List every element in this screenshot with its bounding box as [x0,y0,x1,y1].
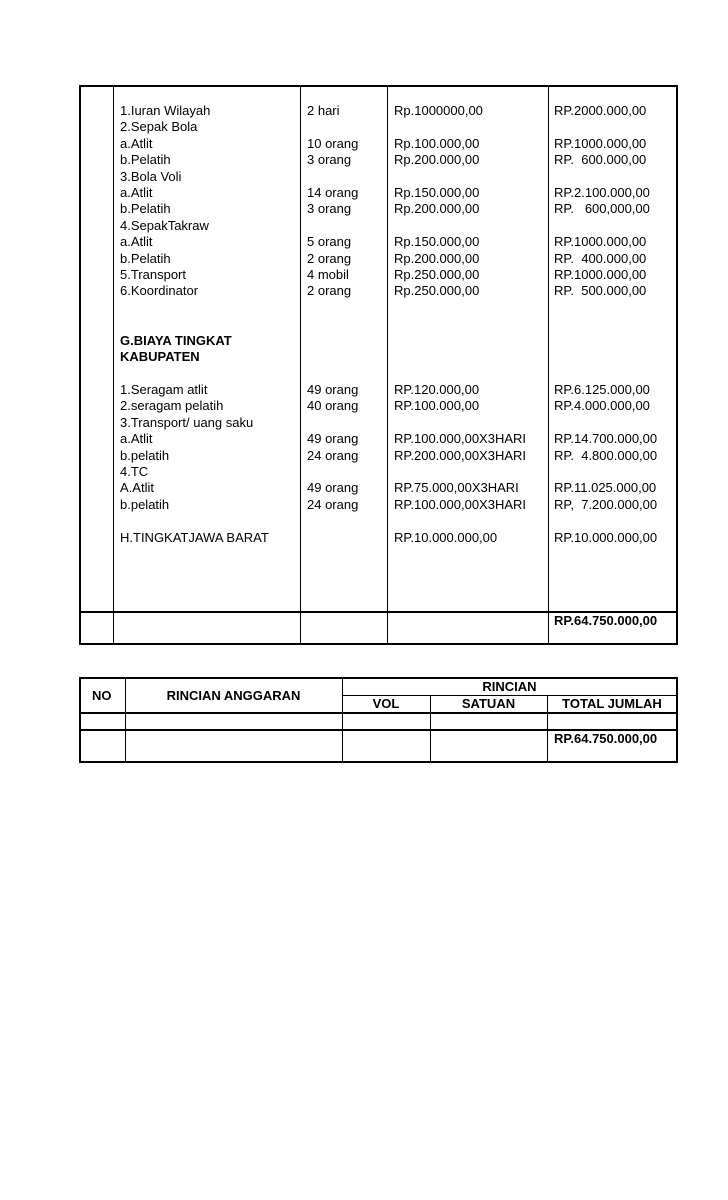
table-border-top [79,85,677,87]
table-border-bottom [79,761,677,763]
row-volume: 14 orang [307,185,359,200]
row-description: b.Pelatih [120,250,171,266]
row-volume: 49 orang [307,382,359,397]
header-total-jumlah: TOTAL JUMLAH [562,696,662,711]
header-rincian-anggaran: RINCIAN ANGGARAN [166,688,301,703]
table-border-left [79,85,81,645]
row-total: RP. 600.000,00 [554,152,647,168]
row-total: RP. 500.000,00 [554,283,647,299]
table-border-right [676,85,678,645]
row-volume: 5 orang [307,234,352,250]
row-description: 2.Sepak Bola [120,119,198,135]
table-border-left [79,677,81,763]
row-unit-price: RP.75.000,00X3HARI [394,480,519,496]
header-bottom-border [79,712,677,714]
row-unit-price: Rp.250.000,00 [394,267,480,282]
row-unit-price: Rp.150.000,00 [394,234,480,250]
row-unit-price: RP.120.000,00 [394,382,480,397]
column-divider [548,85,549,645]
row-description: 3.Transport/ uang saku [120,414,254,430]
row-volume: 49 orang [307,431,359,447]
row-unit-price: Rp.200.000,00 [394,152,480,168]
row-volume: 2 orang [307,283,352,299]
row-description: b.pelatih [120,447,170,463]
row-description: 1.Seragam atlit [120,382,208,397]
row-description: 4.SepakTakraw [120,217,209,233]
row-total: RP.14.700.000,00 [554,431,658,447]
row-unit-price: Rp.250.000,00 [394,283,480,299]
row-volume: 24 orang [307,447,359,463]
row-total: RP.1000.000,00 [554,267,647,282]
row-description: A.Atlit [120,480,154,496]
row-description: 1.Iuran Wilayah [120,103,211,118]
header-no: NO [92,688,112,703]
row-total: RP. 400.000,00 [554,250,647,266]
row-total: RP.6.125.000,00 [554,382,650,397]
section-title: G.BIAYA TINGKAT [120,333,232,348]
row-unit-price: Rp.100.000,00 [394,135,480,151]
row-h-description: H.TINGKATJAWA BARAT [120,530,269,545]
row-unit-price: RP.100.000,00X3HARI [394,431,527,447]
summary-total: RP.64.750.000,00 [554,731,658,746]
row-total: RP, 7.200.000,00 [554,496,658,512]
column-divider [113,85,114,645]
row-unit-price: RP.100.000,00X3HARI [394,496,527,512]
row-total: RP.1000.000,00 [554,135,647,151]
row-total: RP.4.000.000,00 [554,398,650,414]
row-description: 5.Transport [120,267,186,282]
row-volume: 24 orang [307,496,359,512]
grand-total: RP.64.750.000,00 [554,613,658,628]
row-volume: 2 orang [307,250,352,266]
row-description: 6.Koordinator [120,283,199,299]
row-description: a.Atlit [120,135,153,151]
row-total: RP. 600,000,00 [554,201,650,217]
row-unit-price: RP.100.000,00 [394,398,480,414]
row-h-total: RP.10.000.000,00 [554,530,658,545]
row-unit-price: Rp.1000000,00 [394,103,483,118]
row-total: RP.2.100.000,00 [554,185,650,200]
row-description: 3.Bola Voli [120,168,182,184]
row-description: a.Atlit [120,234,153,250]
row-total: RP.1000.000,00 [554,234,647,250]
row-total: RP.11.025.000,00 [554,480,657,496]
section-title: KABUPATEN [120,349,200,364]
row-h-satuan: RP.10.000.000,00 [394,530,498,545]
row-description: b.Pelatih [120,201,171,217]
table-border-bottom [79,643,677,645]
row-volume: 2 hari [307,103,340,118]
row-total: RP. 4.800.000,00 [554,447,658,463]
header-rincian: RINCIAN [482,679,537,694]
header-vol: VOL [372,696,400,711]
row-description: b.Pelatih [120,152,171,168]
row-description: b.pelatih [120,496,170,512]
row-total: RP.2000.000,00 [554,103,647,118]
row-volume: 40 orang [307,398,359,414]
column-divider [387,85,388,645]
row-volume: 3 orang [307,201,352,217]
row-description: 4.TC [120,464,149,479]
row-description: a.Atlit [120,185,153,200]
row-unit-price: Rp.200.000,00 [394,250,480,266]
row-volume: 3 orang [307,152,352,168]
row-unit-price: RP.200.000,00X3HARI [394,447,527,463]
row-volume: 10 orang [307,135,359,151]
header-satuan: SATUAN [461,696,516,711]
row-description: a.Atlit [120,431,153,447]
row-unit-price: Rp.150.000,00 [394,185,480,200]
row-unit-price: Rp.200.000,00 [394,201,480,217]
row-volume: 4 mobil [307,267,349,282]
row-volume: 49 orang [307,480,359,496]
column-divider [300,85,301,645]
row-description: 2.seragam pelatih [120,398,224,414]
